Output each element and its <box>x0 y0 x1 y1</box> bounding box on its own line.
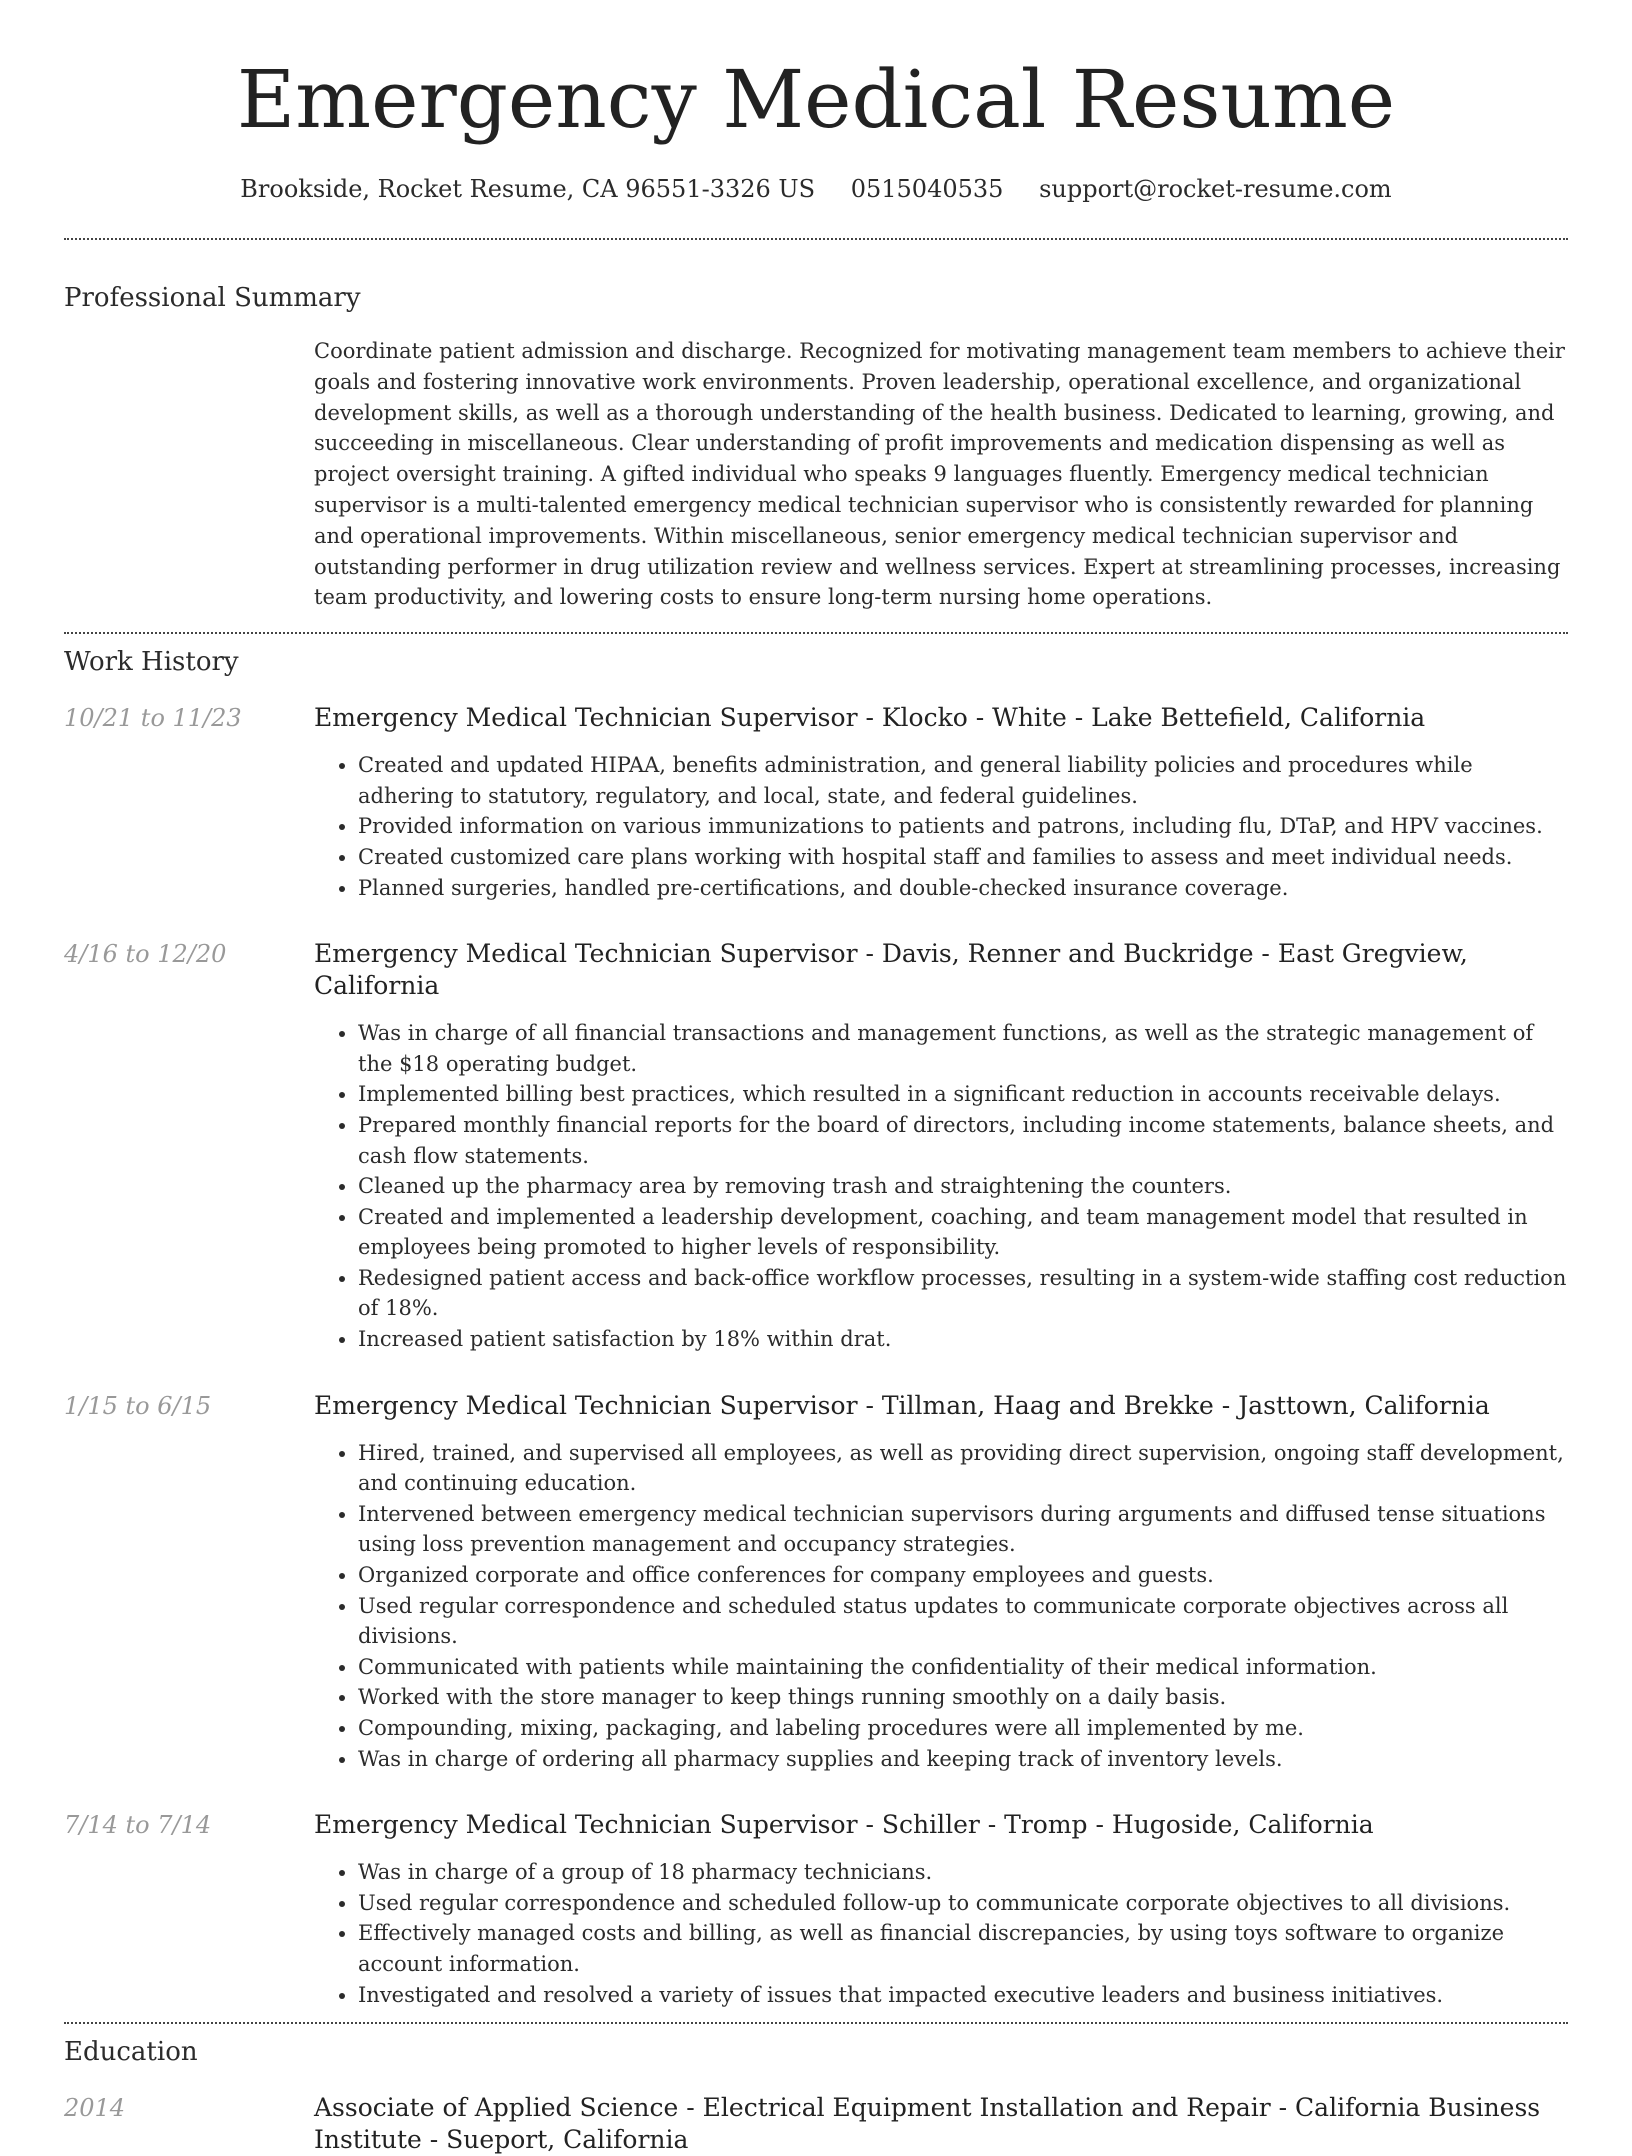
job-title: Emergency Medical Technician Supervisor - Klocko - White - Lake Bettefield, California <box>314 703 1426 733</box>
education-title: Associate of Applied Science - Electrical Equipment Installation and Repair - California Business Institute - Sueport, California <box>314 2093 1541 2155</box>
job-entry <box>64 702 1568 903</box>
job-bullet: • Created customized care plans working with hospital staff and families to assess and meet individual needs. <box>358 842 1568 873</box>
divider <box>64 238 1568 240</box>
section-heading-education: Education <box>64 2037 198 2068</box>
job-bullet: • Was in charge of a group of 18 pharmacy technicians. <box>358 1857 1568 1888</box>
job-bullet: • Used regular correspondence and scheduled follow-up to communicate corporate objectives to all divisions. <box>358 1888 1568 1919</box>
job-bullet: • Effectively managed costs and billing, as well as financial discrepancies, by using toys software to organize account information. <box>358 1918 1568 1979</box>
job-bullet: • Prepared monthly financial reports for the board of directors, including income statements, balance sheets, and cash flow statements. <box>358 1110 1568 1171</box>
job-bullet: • Intervened between emergency medical technician supervisors during arguments and diffused tense situations using loss prevention management and occupancy strategies. <box>358 1499 1568 1560</box>
section-heading-work: Work History <box>64 647 239 678</box>
education-year: 2014 <box>64 2094 126 2123</box>
section-heading-summary: Professional Summary <box>64 283 361 313</box>
job-bullet: • Implemented billing best practices, which resulted in a significant reduction in accounts receivable delays. <box>358 1079 1568 1110</box>
divider <box>64 632 1568 634</box>
education-entry <box>64 2092 1568 2156</box>
contact-address: Brookside, Rocket Resume, CA 96551-3326 US <box>240 175 816 203</box>
job-bullets <box>314 1018 1568 1355</box>
job-bullet: • Cleaned up the pharmacy area by removing trash and straightening the counters. <box>358 1171 1568 1202</box>
job-entry <box>64 938 1568 1355</box>
summary-text: Coordinate patient admission and discharge. Recognized for motivating management team members to achieve their goals and fostering innovative work environments. Proven leadership, operational excellence, and organizational development skills, as well as a thorough understanding of the health business. Dedicated to learning, growing, and succeeding in miscellaneous. Clear understanding of profit improvements and medication dispensing as well as project oversight training. A gifted individual who speaks 9 languages fluently. Emergency medical technician supervisor is a multi-talented emergency medical technician supervisor who is consistently rewarded for planning and operational improvements. Within miscellaneous, senior emergency medical technician supervisor and outstanding performer in drug utilization review and wellness services. Expert at streamlining processes, increasing team productivity, and lowering costs to ensure long-term nursing home operations. <box>314 339 1565 610</box>
job-dates: 4/16 to 12/20 <box>64 940 227 969</box>
contact-email: support@rocket-resume.com <box>1039 175 1392 203</box>
job-bullets <box>314 1438 1568 1775</box>
job-bullet: • Planned surgeries, handled pre-certifications, and double-checked insurance coverage. <box>358 873 1568 904</box>
job-bullet: • Created and updated HIPAA, benefits administration, and general liability policies and procedures while adhering to statutory, regulatory, and local, state, and federal guidelines. <box>358 750 1568 811</box>
job-bullet: • Worked with the store manager to keep things running smoothly on a daily basis. <box>358 1682 1568 1713</box>
job-bullet: • Created and implemented a leadership development, coaching, and team management model that resulted in employees being promoted to higher levels of responsibility. <box>358 1202 1568 1263</box>
job-dates: 1/15 to 6/15 <box>64 1391 212 1420</box>
job-bullet: • Used regular correspondence and scheduled status updates to communicate corporate objectives across all divisions. <box>358 1591 1568 1652</box>
job-bullet: • Compounding, mixing, packaging, and labeling procedures were all implemented by me. <box>358 1713 1568 1744</box>
job-title: Emergency Medical Technician Supervisor - Davis, Renner and Buckridge - East Gregview, California <box>314 939 1468 1001</box>
job-title: Emergency Medical Technician Supervisor - Tillman, Haag and Brekke - Jasttown, California <box>314 1390 1490 1420</box>
summary-row <box>64 336 1568 613</box>
job-bullet: • Investigated and resolved a variety of issues that impacted executive leaders and business initiatives. <box>358 1980 1568 2011</box>
job-bullets <box>314 1857 1568 2010</box>
job-entry <box>64 1809 1568 2010</box>
job-entry <box>64 1390 1568 1775</box>
job-bullet: • Was in charge of ordering all pharmacy supplies and keeping track of inventory levels. <box>358 1744 1568 1775</box>
job-dates: 7/14 to 7/14 <box>64 1811 212 1840</box>
job-bullets <box>314 750 1568 903</box>
job-bullet: • Increased patient satisfaction by 18% within drat. <box>358 1324 1568 1355</box>
divider <box>64 2022 1568 2024</box>
job-title: Emergency Medical Technician Supervisor - Schiller - Tromp - Hugoside, California <box>314 1810 1374 1840</box>
contact-phone: 0515040535 <box>850 175 1004 203</box>
job-bullet: • Redesigned patient access and back-office workflow processes, resulting in a system-wide staffing cost reduction of 18%. <box>358 1263 1568 1324</box>
resume-title: Emergency Medical Resume <box>236 53 1396 146</box>
job-bullet: • Provided information on various immunizations to patients and patrons, including flu, DTaP, and HPV vaccines. <box>358 811 1568 842</box>
job-dates: 10/21 to 11/23 <box>64 704 242 733</box>
resume-page <box>64 0 1568 2156</box>
job-bullet: • Organized corporate and office conferences for company employees and guests. <box>358 1560 1568 1591</box>
job-bullet: • Was in charge of all financial transactions and management functions, as well as the strategic management of the $18 operating budget. <box>358 1018 1568 1079</box>
contact-line <box>64 174 1568 204</box>
job-bullet: • Hired, trained, and supervised all employees, as well as providing direct supervision, ongoing staff development, and continuing education. <box>358 1438 1568 1499</box>
job-bullet: • Communicated with patients while maintaining the confidentiality of their medical information. <box>358 1652 1568 1683</box>
